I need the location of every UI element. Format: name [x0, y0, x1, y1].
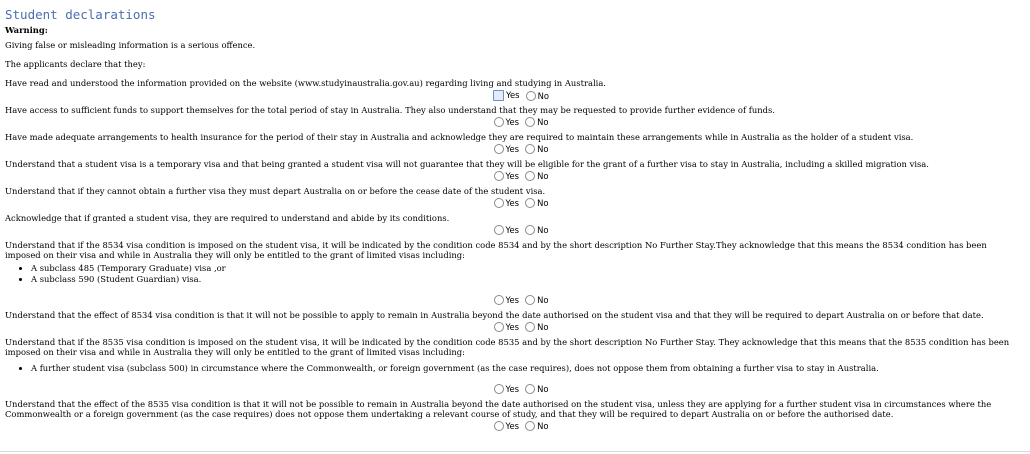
declaration-text: Understand that if they cannot obtain a further visa they must depart Australia on or before the cease date of the student visa. [5, 186, 546, 196]
declaration-text: Understand that the effect of the 8535 visa condition is that it will not be possible to remain in Australia beyond the date authorised on the student visa, unless they are applying for a further student visa in circumstances where the Commonwealth or a foreign government (as the case requires) does not oppose them undertaking a relevant course of study, and that they will be required to depart Australia on or before the authorised date. [5, 399, 992, 419]
radio-no[interactable] [525, 142, 548, 156]
radio-yes-label: Yes [505, 295, 520, 305]
declaration-item [5, 132, 1025, 156]
declaration-item [5, 186, 1025, 210]
radio-no-label: No [537, 421, 549, 431]
radio-yes[interactable] [494, 320, 520, 334]
warning-label: Warning: [5, 25, 48, 35]
radio-no-label: No [537, 117, 549, 127]
radio-no[interactable] [525, 419, 548, 433]
declaration-text: Have read and understood the information provided on the website (www.studyinaustralia.gov.au) regarding living and studying in Australia. [5, 78, 606, 88]
declaration-item [5, 159, 1025, 183]
radio-no-label: No [537, 144, 549, 154]
declaration-item [5, 337, 1025, 396]
radio-yes-label: Yes [505, 384, 520, 394]
yes-no-radio-group [5, 419, 1025, 433]
declaration-text: Understand that the effect of 8534 visa condition is that it will not be possible to apply to remain in Australia beyond the date authorised on the student visa and that they will be required to depart Australia on or before that date. [5, 310, 984, 320]
radio-yes[interactable] [494, 419, 520, 433]
radio-yes-circle[interactable] [494, 198, 504, 208]
radio-no-circle[interactable] [525, 384, 535, 394]
radio-yes[interactable] [494, 223, 520, 237]
radio-no-circle[interactable] [525, 171, 535, 181]
radio-no-label: No [537, 295, 549, 305]
radio-no-label: No [537, 322, 549, 332]
radio-yes[interactable] [494, 382, 520, 396]
visa-list [5, 263, 1025, 285]
radio-yes-circle[interactable] [494, 144, 504, 154]
radio-yes-circle[interactable] [494, 225, 504, 235]
radio-no-label: No [537, 198, 549, 208]
visa-list-item: • A further student visa (subclass 500) in circumstance where the Commonwealth, or foreign government (as the case requires), does not oppose them from obtaining a further visa to stay in Australia. [31, 363, 1025, 374]
radio-no-circle[interactable] [526, 91, 536, 101]
page-title: Student declarations [5, 7, 156, 22]
radio-no[interactable] [525, 293, 548, 307]
yes-no-radio-group [5, 88, 1025, 102]
radio-yes-circle[interactable] [494, 384, 504, 394]
radio-yes-circle[interactable] [494, 421, 504, 431]
yes-no-radio-group [5, 169, 1025, 183]
declaration-item [5, 399, 1025, 433]
radio-yes-label: Yes [505, 421, 520, 431]
radio-no-circle[interactable] [525, 421, 535, 431]
radio-no-label: No [537, 225, 549, 235]
radio-no[interactable] [525, 115, 548, 129]
radio-yes-label: Yes [505, 225, 520, 235]
radio-yes-label: Yes [505, 144, 520, 154]
radio-no[interactable] [525, 382, 548, 396]
radio-no-circle[interactable] [525, 198, 535, 208]
radio-no-circle[interactable] [525, 322, 535, 332]
yes-no-radio-group [5, 320, 1025, 334]
radio-no-circle[interactable] [525, 117, 535, 127]
radio-yes-label: Yes [505, 117, 520, 127]
radio-yes-circle[interactable] [494, 322, 504, 332]
radio-no[interactable] [525, 320, 548, 334]
radio-yes-label: Yes [505, 198, 520, 208]
radio-yes-label: Yes [505, 322, 520, 332]
yes-no-radio-group [5, 142, 1025, 156]
visa-list-item: • A subclass 590 (Student Guardian) visa. [31, 274, 1025, 285]
question-list [5, 78, 1025, 433]
warning-text: Giving false or misleading information is a serious offence. [5, 40, 256, 50]
yes-no-radio-group [5, 196, 1025, 210]
declaration-text: Acknowledge that if granted a student visa, they are required to understand and abide by its conditions. [5, 213, 450, 223]
radio-no[interactable] [525, 223, 548, 237]
visa-list-item: • A subclass 485 (Temporary Graduate) visa ,or [31, 263, 1025, 274]
radio-no-label: No [537, 171, 549, 181]
radio-yes[interactable] [494, 115, 520, 129]
radio-no-label: No [537, 90, 549, 101]
yes-no-radio-group [5, 293, 1025, 307]
radio-yes[interactable] [494, 293, 520, 307]
declaration-item [5, 213, 1025, 237]
declaration-item [5, 105, 1025, 129]
yes-no-radio-group [5, 382, 1025, 396]
declaration-item [5, 78, 1025, 102]
radio-no-label: No [537, 384, 549, 394]
radio-no[interactable] [525, 169, 548, 183]
radio-no-circle[interactable] [525, 144, 535, 154]
intro-text: The applicants declare that they: [5, 59, 146, 69]
yes-no-radio-group [5, 223, 1025, 237]
declaration-text: Understand that if the 8535 visa condition is imposed on the student visa, it will be indicated by the condition code 8535 and by the short description No Further Stay. They acknowledge that this means that the 8535 condition has been imposed on their visa and while in Australia they will only be entitled to the grant of limited visas including: [5, 337, 1010, 357]
declaration-item [5, 240, 1025, 307]
radio-yes-label: Yes [505, 171, 520, 181]
radio-yes-circle[interactable] [494, 171, 504, 181]
radio-no-circle[interactable] [525, 225, 535, 235]
radio-yes-circle[interactable] [493, 90, 504, 101]
declaration-text: Have made adequate arrangements to health insurance for the period of their stay in Australia and acknowledge they are required to maintain these arrangements while in Australia as the holder of a student visa. [5, 132, 914, 142]
declaration-text: Understand that a student visa is a temporary visa and that being granted a student visa will not guarantee that they will be eligible for the grant of a further visa to stay in Australia, including a skilled migration visa. [5, 159, 929, 169]
radio-yes[interactable] [494, 142, 520, 156]
divider [0, 451, 1030, 452]
radio-yes[interactable] [494, 196, 520, 210]
radio-yes[interactable] [494, 169, 520, 183]
declaration-text: Understand that if the 8534 visa condition is imposed on the student visa, it will be indicated by the condition code 8534 and by the short description No Further Stay.They acknowledge that this means the 8534 condition has been imposed on their visa and while in Australia they will only be entitled to the grant of limited visas including: [5, 240, 987, 260]
radio-yes-circle[interactable] [494, 295, 504, 305]
visa-list [5, 363, 1025, 374]
radio-yes-circle[interactable] [494, 117, 504, 127]
yes-no-radio-group [5, 115, 1025, 129]
radio-no[interactable] [525, 196, 548, 210]
radio-yes-label: Yes [506, 90, 520, 100]
radio-no-circle[interactable] [525, 295, 535, 305]
declaration-item [5, 310, 1025, 334]
radio-yes[interactable] [493, 88, 520, 102]
radio-no[interactable] [526, 89, 549, 103]
declaration-text: Have access to sufficient funds to support themselves for the total period of stay in Australia. They also understand that they may be requested to provide further evidence of funds. [5, 105, 775, 115]
